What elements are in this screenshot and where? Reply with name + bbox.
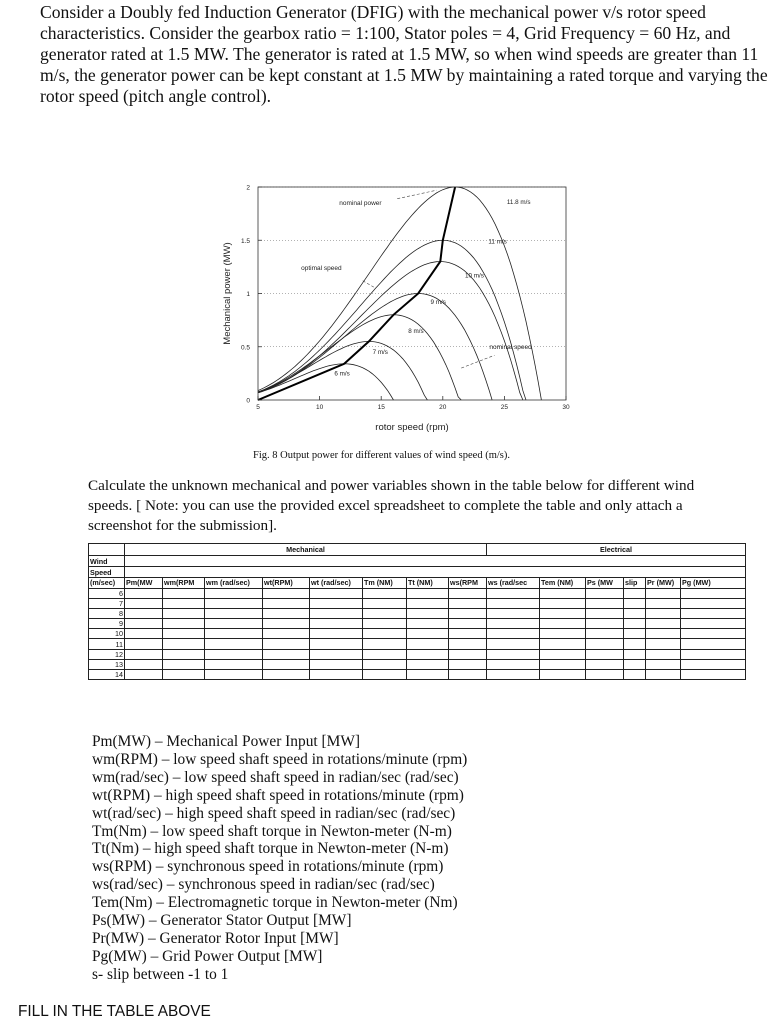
column-header: Pr (MW) [646,578,681,589]
empty-cell[interactable] [586,659,624,669]
empty-cell[interactable] [263,670,310,680]
empty-cell[interactable] [646,588,681,598]
empty-cell[interactable] [407,659,449,669]
wind-speed-cell: 12 [89,649,125,659]
series-label: 11.8 m/s [506,199,531,207]
annotation-nominal-speed: nominal speed [489,343,532,351]
column-header: Pm(MW [125,578,163,589]
y-tick-label: 2 [246,184,250,192]
column-header: Tt (NM) [407,578,449,589]
empty-cell[interactable] [163,670,205,680]
empty-cell[interactable] [540,629,586,639]
instructions: Calculate the unknown mechanical and power variables shown in the table below for different wind speeds. [ Note: you can use the provided excel spreadsheet to complete the table and only attach a screenshot for the submission]. [88,477,695,534]
x-tick-label: 5 [256,404,260,411]
empty-cell[interactable] [205,629,263,639]
header-spacer [125,567,746,578]
empty-cell[interactable] [125,608,163,618]
empty-cell[interactable] [487,588,540,598]
empty-cell[interactable] [681,649,746,659]
empty-cell[interactable] [586,649,624,659]
table-row [89,670,746,680]
empty-cell[interactable] [540,608,586,618]
empty-cell[interactable] [407,639,449,649]
table-corner-cell [89,544,125,556]
empty-cell[interactable] [624,588,646,598]
y-tick-label: 0 [246,397,250,405]
empty-cell[interactable] [586,639,624,649]
empty-cell[interactable] [310,639,363,649]
empty-cell[interactable] [586,629,624,639]
wind-label-cell [89,556,125,567]
wind-speed-cell: 7 [89,598,125,608]
empty-cell[interactable] [163,639,205,649]
empty-cell[interactable] [646,598,681,608]
empty-cell[interactable] [407,649,449,659]
empty-cell[interactable] [681,659,746,669]
empty-cell[interactable] [540,670,586,680]
empty-cell[interactable] [163,649,205,659]
series-label: 10 m/s [464,272,484,280]
empty-cell[interactable] [646,608,681,618]
x-tick-label: 30 [562,404,570,411]
empty-cell[interactable] [624,608,646,618]
wind-speed-cell: 13 [89,659,125,669]
chart-labels [301,190,532,377]
definition-item: Tm(Nm) – low speed shaft torque in Newton-meter (N-m) [92,822,452,840]
empty-cell[interactable] [205,659,263,669]
empty-cell[interactable] [163,619,205,629]
header-spacer [125,556,746,567]
definition-item: Tem(Nm) – Electromagnetic torque in Newton-meter (Nm) [92,894,458,912]
empty-cell[interactable] [540,619,586,629]
empty-cell[interactable] [125,629,163,639]
variable-definitions [92,733,467,984]
empty-cell[interactable] [487,608,540,618]
y-axis-label: Mechanical power (MW) [222,242,233,345]
empty-cell[interactable] [449,629,487,639]
definition-item: wm(rad/sec) – low speed shaft speed in radian/sec (rad/sec) [92,768,459,786]
column-header: wm (rad/sec) [205,578,263,589]
empty-cell[interactable] [205,619,263,629]
footer-instruction: FILL IN THE TABLE ABOVE [18,1003,211,1020]
empty-cell[interactable] [449,649,487,659]
results-table [88,543,746,680]
empty-cell[interactable] [363,629,407,639]
empty-cell[interactable] [125,670,163,680]
empty-cell[interactable] [125,588,163,598]
column-header: wt (rad/sec) [310,578,363,589]
x-tick-label: 10 [315,404,324,411]
column-header: Tem (NM) [540,578,586,589]
empty-cell[interactable] [487,598,540,608]
empty-cell[interactable] [646,649,681,659]
empty-cell[interactable] [125,598,163,608]
empty-cell[interactable] [487,670,540,680]
empty-cell[interactable] [624,639,646,649]
definition-item: Pr(MW) – Generator Rotor Input [MW] [92,929,339,947]
empty-cell[interactable] [263,649,310,659]
empty-cell[interactable] [487,619,540,629]
wind-speed-cell: 10 [89,629,125,639]
empty-cell[interactable] [487,649,540,659]
series-label: 8 m/s [408,327,424,335]
column-header: (m/sec) [89,578,125,589]
empty-cell[interactable] [681,629,746,639]
empty-cell[interactable] [407,629,449,639]
definition-item: wm(RPM) – low speed shaft speed in rotations/minute (rpm) [92,750,468,768]
empty-cell[interactable] [125,649,163,659]
empty-cell[interactable] [540,598,586,608]
empty-cell[interactable] [310,608,363,618]
empty-cell[interactable] [624,598,646,608]
empty-cell[interactable] [487,639,540,649]
series-label: 6 m/s [334,370,350,378]
empty-cell[interactable] [363,649,407,659]
y-tick-label: 0.5 [240,344,250,352]
series-label: 9 m/s [430,299,446,307]
empty-cell[interactable] [263,659,310,669]
empty-cell[interactable] [624,659,646,669]
empty-cell[interactable] [586,670,624,680]
series-label: 7 m/s [372,349,388,357]
empty-cell[interactable] [125,619,163,629]
definition-item: s- slip between -1 to 1 [92,965,229,983]
y-tick-label: 1.5 [240,237,250,245]
table-row [89,659,746,669]
empty-cell[interactable] [163,598,205,608]
empty-cell[interactable] [586,588,624,598]
x-tick-label: 15 [377,404,385,411]
empty-cell[interactable] [263,629,310,639]
empty-cell[interactable] [310,649,363,659]
definition-item: wt(rad/sec) – high speed shaft speed in radian/sec (rad/sec) [92,804,456,822]
empty-cell[interactable] [540,649,586,659]
empty-cell[interactable] [363,659,407,669]
empty-cell[interactable] [310,659,363,669]
y-tick-label: 1 [246,291,250,298]
empty-cell[interactable] [646,670,681,680]
empty-cell[interactable] [125,639,163,649]
empty-cell[interactable] [263,608,310,618]
definition-item: Pg(MW) – Grid Power Output [MW] [92,947,323,965]
empty-cell[interactable] [363,588,407,598]
wind-speed-cell: 8 [89,608,125,618]
definition-item: Ps(MW) – Generator Stator Output [MW] [92,912,352,930]
empty-cell[interactable] [586,598,624,608]
empty-cell[interactable] [363,608,407,618]
annotation-leader [363,281,374,287]
empty-cell[interactable] [681,608,746,618]
x-tick-label: 20 [439,404,447,411]
column-header: wt(RPM) [263,578,310,589]
empty-cell[interactable] [449,598,487,608]
series-label: 11 m/s [488,238,507,246]
empty-cell[interactable] [681,588,746,598]
empty-cell[interactable] [624,619,646,629]
empty-cell[interactable] [681,670,746,680]
empty-cell[interactable] [263,598,310,608]
empty-cell[interactable] [540,659,586,669]
wind-speed-cell: 6 [89,588,125,598]
empty-cell[interactable] [263,619,310,629]
empty-cell[interactable] [449,619,487,629]
chart-axes [222,185,570,434]
table-row [89,608,746,618]
empty-cell[interactable] [681,598,746,608]
empty-cell[interactable] [205,649,263,659]
power-curve [258,364,394,400]
empty-cell[interactable] [310,619,363,629]
wind-speed-cell: 11 [89,639,125,649]
column-header: ws (rad/sec [487,578,540,589]
empty-cell[interactable] [449,639,487,649]
empty-cell[interactable] [487,629,540,639]
empty-cell[interactable] [624,649,646,659]
empty-cell[interactable] [540,588,586,598]
definition-item: Tt(Nm) – high speed shaft torque in Newton-meter (N-m) [92,840,449,858]
speed-label-cell [89,567,125,578]
empty-cell[interactable] [205,639,263,649]
x-axis-label: rotor speed (rpm) [375,422,449,433]
power-curve-figure [210,172,580,440]
empty-cell[interactable] [449,659,487,669]
definition-item: Pm(MW) – Mechanical Power Input [MW] [92,733,360,750]
mechanical-group-header: Mechanical [125,544,487,556]
empty-cell[interactable] [540,639,586,649]
empty-cell[interactable] [125,659,163,669]
table-row [89,588,746,598]
empty-cell[interactable] [263,639,310,649]
empty-cell[interactable] [624,629,646,639]
empty-cell[interactable] [163,588,205,598]
empty-cell[interactable] [163,629,205,639]
empty-cell[interactable] [363,619,407,629]
wind-speed-cell: 14 [89,670,125,680]
figure-caption: Fig. 8 Output power for different values of wind speed (m/s). [253,450,511,461]
power-curve [258,240,526,400]
annotation-nominal-power: nominal power [339,200,382,208]
empty-cell[interactable] [681,639,746,649]
empty-cell[interactable] [646,639,681,649]
empty-cell[interactable] [449,608,487,618]
empty-cell[interactable] [163,659,205,669]
empty-cell[interactable] [407,608,449,618]
empty-cell[interactable] [449,588,487,598]
empty-cell[interactable] [363,670,407,680]
column-header: Tm (NM) [363,578,407,589]
empty-cell[interactable] [681,619,746,629]
power-curve-chart [210,172,580,440]
empty-cell[interactable] [205,598,263,608]
table-row [89,629,746,639]
electrical-group-header: Electrical [487,544,746,556]
problem-statement: Consider a Doubly fed Induction Generator (DFIG) with the mechanical power v/s rotor speed characteristics. Consider the gearbox ratio = 1:100, Stator poles = 4, Grid Frequency = 60 Hz, and generator rated at 1.5 MW. The generator is rated at 1.5 MW, so when wind speeds are greater than 11 m/s, the generator power can be kept constant at 1.5 MW by maintaining a rated torque and varying the rotor speed (pitch angle control). [40,2,768,106]
empty-cell[interactable] [363,598,407,608]
empty-cell[interactable] [407,619,449,629]
empty-cell[interactable] [205,608,263,618]
empty-cell[interactable] [407,588,449,598]
empty-cell[interactable] [263,588,310,598]
empty-cell[interactable] [624,670,646,680]
empty-cell[interactable] [407,598,449,608]
empty-cell[interactable] [449,670,487,680]
table-row [89,639,746,649]
empty-cell[interactable] [310,588,363,598]
definition-item: wt(RPM) – high speed shaft speed in rotations/minute (rpm) [92,786,464,804]
column-header: wm(RPM [163,578,205,589]
wind-label: Wind [90,556,108,566]
empty-cell[interactable] [586,619,624,629]
empty-cell[interactable] [205,670,263,680]
x-tick-label: 25 [500,404,509,411]
empty-cell[interactable] [310,629,363,639]
column-header: slip [624,578,646,589]
column-header: ws(RPM [449,578,487,589]
empty-cell[interactable] [163,608,205,618]
empty-cell[interactable] [363,639,407,649]
empty-cell[interactable] [646,629,681,639]
optimal-speed-curve [258,187,455,400]
table-row [89,619,746,629]
speed-label: Speed [90,567,112,577]
table-row [89,649,746,659]
annotation-optimal-speed: optimal speed [301,265,342,273]
empty-cell[interactable] [646,619,681,629]
column-header: Ps (MW [586,578,624,589]
definition-item: ws(rad/sec) – synchronous speed in radian/sec (rad/sec) [92,876,435,894]
table-row [89,598,746,608]
empty-cell[interactable] [310,670,363,680]
empty-cell[interactable] [487,659,540,669]
wind-speed-cell: 9 [89,619,125,629]
column-header: Pg (MW) [681,578,746,589]
empty-cell[interactable] [205,588,263,598]
empty-cell[interactable] [407,670,449,680]
empty-cell[interactable] [646,659,681,669]
empty-cell[interactable] [310,598,363,608]
empty-cell[interactable] [586,608,624,618]
power-curve [258,262,523,400]
definition-item: ws(RPM) – synchronous speed in rotations/minute (rpm) [92,858,444,876]
